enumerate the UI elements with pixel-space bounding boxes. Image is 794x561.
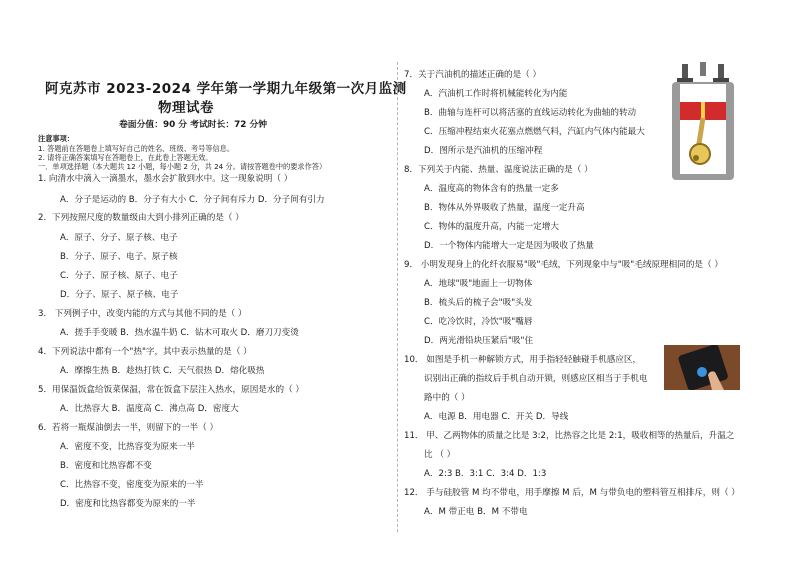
question-option: B．曲轴与连杆可以将活塞的直线运动转化为曲轴的转动	[424, 108, 637, 118]
question-option: C．吃冷饮时，冷饮"吸"嘴唇	[424, 317, 533, 327]
question-option: A．地球"吸"地面上一切物体	[424, 279, 533, 289]
question-stem: 3． 下列例子中，改变内能的方式与其他不同的是（ ）	[38, 309, 247, 319]
question-option: A．摩擦生热 B．趁热打铁 C．天气很热 D．熔化吸热	[60, 366, 265, 376]
question-option: A．2:3 B．3:1 C．3:4 D．1:3	[424, 469, 547, 479]
score-and-duration: 卷面分值：90 分 考试时长：72 分钟	[119, 120, 268, 130]
fingerprint-sensor-icon	[697, 367, 707, 377]
crank-pin	[693, 155, 699, 161]
question-option: A．搓手手变暖 B．热水温牛奶 C．钻木可取火 D．磨刀刀变烫	[60, 328, 299, 338]
question-option: A．分子是运动的 B．分子有大小 C．分子间有斥力 D．分子间有引力	[60, 195, 325, 205]
note-item: 1. 答题前在答题卷上填写好自己的姓名、班级、考号等信息。	[38, 144, 235, 153]
question-option: A．汽油机工作时将机械能转化为内能	[424, 89, 568, 99]
column-divider	[397, 62, 398, 532]
section-heading: 一．单项选择题（本大题共 12 小题，每小题 2 分，共 24 分。请按答题卷中的要求作答）	[38, 162, 327, 171]
valve-head	[713, 78, 729, 82]
exhaust-valve-icon	[718, 64, 724, 80]
question-option: B．梳头后的梳子会"吸"头发	[424, 298, 533, 308]
question-stem-cont: 比 （ ）	[424, 450, 456, 460]
exam-title: 阿克苏市 2023-2024 学年第一学期九年级第一次月监测	[45, 81, 407, 97]
question-stem: 9． 小明发现身上的化纤衣服易"吸"毛绒，下列现象中与"吸"毛绒原理相同的是（ ）	[404, 260, 723, 270]
note-item: 2. 请将正确答案填写在答题卷上，在此卷上答题无效。	[38, 153, 213, 162]
question-option: A．比热容大 B．温度高 C．沸点高 D．密度大	[60, 404, 239, 414]
question-option: B．密度和比热容都不变	[60, 461, 152, 471]
question-option: C．压缩冲程结束火花塞点燃燃气料，汽缸内气体内能最大	[424, 127, 645, 137]
notes-heading: 注意事项：	[38, 134, 74, 143]
engine-cylinder-illustration	[668, 62, 738, 188]
question-stem: 2．下列按照尺度的数量级由大到小排列正确的是（ ）	[38, 213, 244, 223]
question-option: B．分子、原子、电子、原子核	[60, 252, 178, 262]
question-stem-cont: 识别出正确的指纹后手机自动开锁，则感应区相当于手机电	[424, 374, 648, 384]
valve-head	[677, 78, 693, 82]
question-option: A．密度不变，比热容变为原来一半	[60, 442, 195, 452]
question-stem: 7．关于汽油机的描述正确的是（ ）	[404, 70, 542, 80]
piston-pin	[701, 102, 705, 120]
crankshaft-icon	[690, 144, 710, 164]
question-option: D．密度和比热容都变为原来的一半	[60, 499, 196, 509]
question-option: C．比热容不变，密度变为原来的一半	[60, 480, 204, 490]
question-stem: 4．下列说法中都有一个"热"字，其中表示热量的是（ ）	[38, 347, 252, 357]
question-stem: 5．用保温饭盒给饭菜保温，常在饭盒下层注入热水，原因是水的（ ）	[38, 385, 305, 395]
question-option: A．原子、分子、原子核、电子	[60, 233, 178, 243]
question-stem-cont: 路中的（ ）	[424, 393, 470, 403]
question-stem: 12． 手与硅胶管 M 均不带电，用手摩擦 M 后，M 与带负电的塑料管互相排斥，则（ ）	[404, 488, 740, 498]
question-option: A．电源 B．用电器 C．开关 D．导线	[424, 412, 569, 422]
question-stem: 10． 如图是手机一种解锁方式，用手指轻轻触碰手机感应区，	[404, 355, 642, 365]
question-stem: 6．若将一瓶煤油倒去一半，则留下的一半（ ）	[38, 423, 219, 433]
question-stem: 1. 向清水中滴入一滴墨水，墨水会扩散到水中。这一现象说明（ ）	[38, 174, 293, 184]
spark-plug-icon	[700, 62, 706, 76]
question-option: D．分子、原子、原子核、电子	[60, 290, 179, 300]
question-option: C．物体的温度升高，内能一定增大	[424, 222, 559, 232]
exam-subject: 物理试卷	[158, 100, 214, 116]
question-option: D．两光滑铅块压紧后"吸"住	[424, 336, 534, 346]
question-option: A．温度高的物体含有的热量一定多	[424, 184, 559, 194]
intake-valve-icon	[682, 64, 688, 80]
question-stem: 11． 甲、乙两物体的质量之比是 3:2，比热容之比是 2:1，吸收相等的热量后，升温之	[404, 431, 735, 441]
question-option: D．一个物体内能增大一定是因为吸收了热量	[424, 241, 594, 251]
question-stem: 8．下列关于内能、热量、温度说法正确的是（ ）	[404, 165, 593, 175]
phone-fingerprint-photo	[664, 345, 740, 390]
question-option: A．M 带正电 B．M 不带电	[424, 507, 528, 517]
question-option: C．分子、原子核、原子、电子	[60, 271, 178, 281]
question-option: B．物体从外界吸收了热量，温度一定升高	[424, 203, 585, 213]
question-option: D．图所示是汽油机的压缩冲程	[424, 146, 543, 156]
